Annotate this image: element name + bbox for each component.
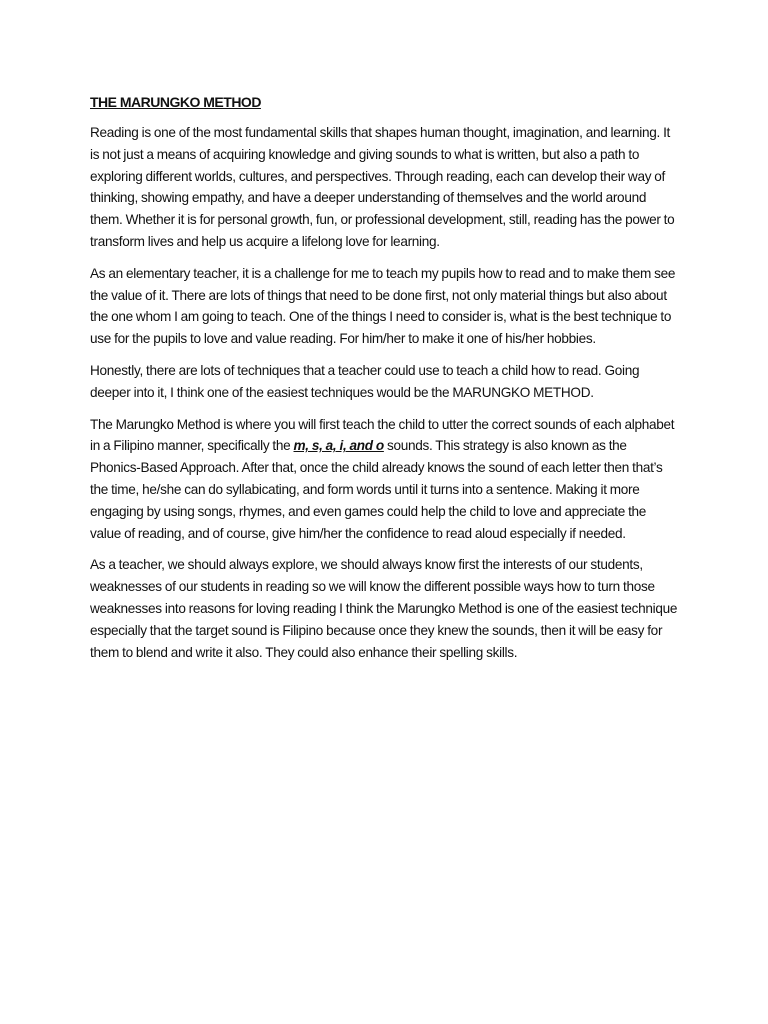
target-sounds-emphasis: m, s, a, i, and o: [293, 438, 384, 454]
paragraph-conclusion: As a teacher, we should always explore, we should always know first the interests of our students, weaknesses of our students in reading so we will know the different possible ways how to turn those weaknesses into reasons for loving reading I think the Marungko Method is one of the easiest technique especially that the target sound is Filipino because once they knew the sounds, then it will be easy for them to blend and write it also. They could also enhance their spelling skills.: [90, 557, 678, 660]
paragraph-techniques: Honestly, there are lots of techniques that a teacher could use to teach a child how to read. Going deeper into it, I think one of the easiest techniques would be the MARUNGKO METHOD.: [90, 362, 640, 400]
document-page: [90, 92, 678, 673]
paragraph-method-description: [90, 414, 678, 545]
paragraph-method-text-before: The Marungko Method is where you will first teach the child to utter the correct sounds of each alphabet in a Filipino manner, specifically the: [90, 416, 675, 454]
paragraph-teacher-challenge: As an elementary teacher, it is a challenge for me to teach my pupils how to read and to make them see the value of it. There are lots of things that need to be done first, not only material things but also about the one whom I am going to teach. One of the things I need to consider is, what is the best technique to use for the pupils to love and value reading. For him/her to make it one of his/her hobbies.: [90, 265, 676, 347]
document-title: THE MARUNGKO METHOD: [90, 94, 261, 110]
paragraph-method-text-after: sounds. This strategy is also known as the Phonics-Based Approach. After that, once the child already knows the sound of each letter then that’s the time, he/she can do syllabicating, and form words until it turns into a sentence. Making it more engaging by using songs, rhymes, and even games could help the child to love and appreciate the value of reading, and of course, give him/her the confidence to read aloud especially if needed.: [90, 438, 663, 541]
paragraph-intro: Reading is one of the most fundamental skills that shapes human thought, imagination, and learning. It is not just a means of acquiring knowledge and giving sounds to what is written, but also a path to exploring different worlds, cultures, and perspectives. Through reading, each can develop their way of thinking, showing empathy, and have a deeper understanding of themselves and the world around them. Whether it is for personal growth, fun, or professional development, still, reading has the power to transform lives and help us acquire a lifelong love for learning.: [90, 125, 675, 249]
